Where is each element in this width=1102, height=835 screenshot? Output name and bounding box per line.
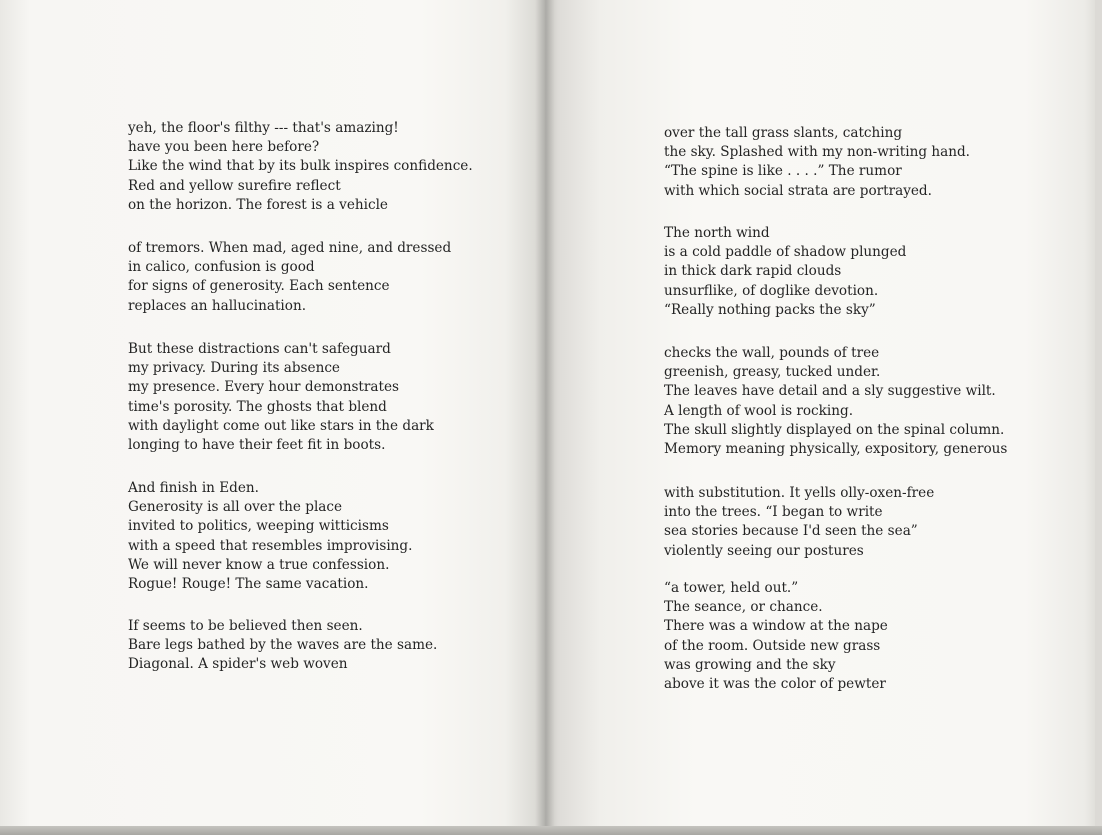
poem-line: in thick dark rapid clouds <box>664 263 842 280</box>
stanza <box>664 224 906 320</box>
poem-line: of tremors. When mad, aged nine, and dressed <box>128 240 452 256</box>
poem-line: The skull slightly displayed on the spinal column. <box>664 421 1005 438</box>
poem-line: There was a window at the nape <box>664 618 888 635</box>
poem-line: Memory meaning physically, expository, generous <box>664 440 1008 457</box>
poem-line: If seems to be believed then seen. <box>128 618 363 634</box>
poem-line: longing to have their feet fit in boots. <box>128 436 386 453</box>
page-bottom-edge <box>0 826 1102 835</box>
right-page <box>545 0 1102 826</box>
poem-line: “Really nothing packs the sky” <box>664 301 876 318</box>
poem-line: violently seeing our postures <box>664 542 864 559</box>
poem-line: But these distractions can't safeguard <box>128 341 391 357</box>
poem-line: for signs of generosity. Each sentence <box>128 278 390 295</box>
poem-line: replaces an hallucination. <box>128 297 307 314</box>
poem-line: in calico, confusion is good <box>128 259 315 276</box>
stanza <box>664 579 888 694</box>
stanza <box>128 479 412 594</box>
poem-line: above it was the color of pewter <box>664 675 886 692</box>
poem-line: time's porosity. The ghosts that blend <box>128 398 387 415</box>
stanza <box>128 617 437 675</box>
poem-line: of the room. Outside new grass <box>664 637 881 654</box>
poem-line: The leaves have detail and a sly suggestive wilt. <box>664 383 996 400</box>
left-page <box>0 0 545 826</box>
poem-line: sea stories because I'd seen the sea” <box>664 523 918 540</box>
stanza <box>664 344 1007 459</box>
stanza <box>664 484 934 561</box>
poem-line: Like the wind that by its bulk inspires confidence. <box>128 158 473 175</box>
poem-line: have you been here before? <box>128 139 320 156</box>
poem-line: with a speed that resembles improvising. <box>128 537 413 554</box>
stanza <box>128 239 451 316</box>
poem-line: “The spine is like . . . .” The rumor <box>664 163 902 180</box>
stanza <box>128 340 434 455</box>
poem-line: invited to politics, weeping witticisms <box>128 518 389 535</box>
stanza <box>128 119 473 215</box>
poem-line: The north wind <box>664 225 770 241</box>
poem-line: The seance, or chance. <box>664 599 823 616</box>
poem-line: Generosity is all over the place <box>128 499 343 516</box>
poem-line: is a cold paddle of shadow plunged <box>664 244 907 261</box>
poem-line: Red and yellow surefire reflect <box>128 177 341 194</box>
poem-line: the sky. Splashed with my non-writing hand. <box>664 144 970 161</box>
poem-line: unsurflike, of doglike devotion. <box>664 282 879 299</box>
poem-line: with substitution. It yells olly-oxen-free <box>664 485 935 501</box>
poem-line: into the trees. “I began to write <box>664 504 883 521</box>
poem-line: with which social strata are portrayed. <box>664 182 932 199</box>
poem-line: my privacy. During its absence <box>128 360 340 377</box>
poem-line: over the tall grass slants, catching <box>664 125 903 141</box>
stanza <box>664 124 970 201</box>
poem-line: my presence. Every hour demonstrates <box>128 379 399 396</box>
poem-line: Bare legs bathed by the waves are the same. <box>128 637 438 654</box>
book-gutter <box>535 0 555 826</box>
poem-line: was growing and the sky <box>664 656 836 673</box>
poem-line: Rogue! Rouge! The same vacation. <box>128 575 369 592</box>
poem-line: “a tower, held out.” <box>664 580 799 596</box>
poem-line: A length of wool is rocking. <box>664 402 854 419</box>
poem-line: And finish in Eden. <box>128 480 259 496</box>
poem-line: yeh, the floor's filthy --- that's amazing! <box>128 120 399 136</box>
poem-line: Diagonal. A spider's web woven <box>128 656 348 673</box>
poem-line: greenish, greasy, tucked under. <box>664 364 881 381</box>
poem-line: on the horizon. The forest is a vehicle <box>128 196 388 213</box>
poem-line: with daylight come out like stars in the dark <box>128 417 434 434</box>
poem-line: We will never know a true confession. <box>128 556 390 573</box>
poem-line: checks the wall, pounds of tree <box>664 345 880 361</box>
